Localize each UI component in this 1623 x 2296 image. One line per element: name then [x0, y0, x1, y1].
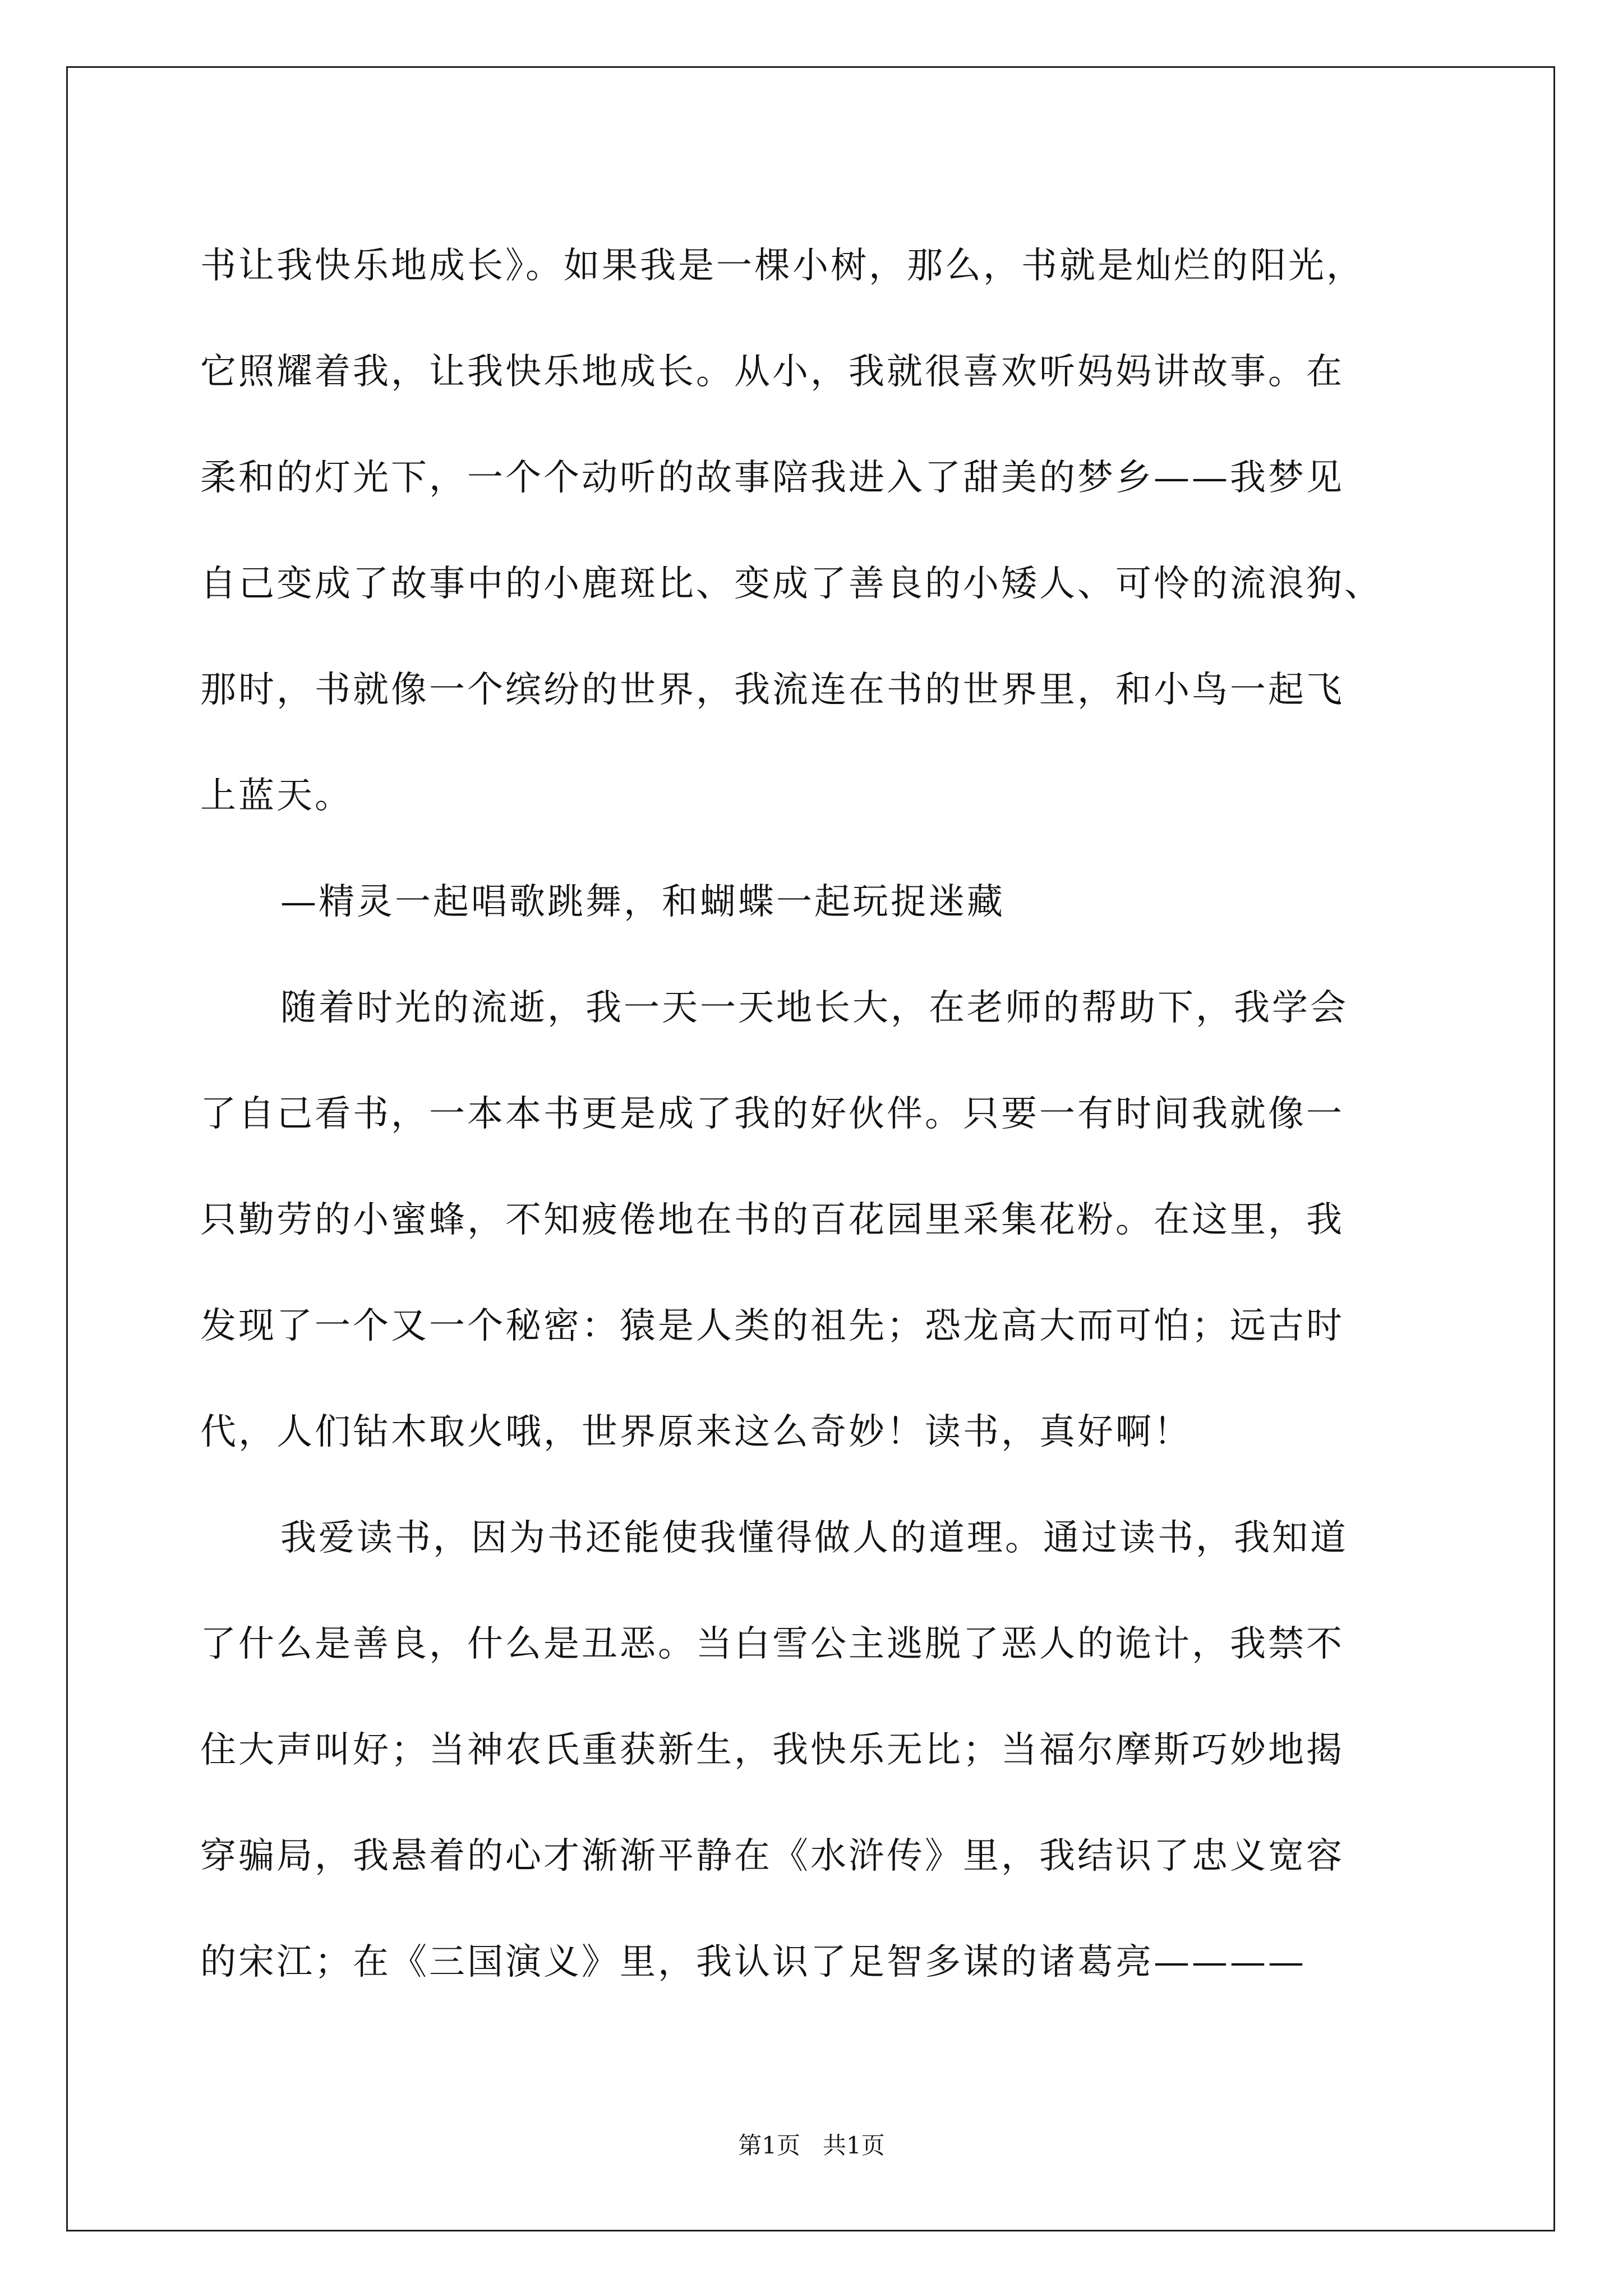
text-line-10: 只勤劳的小蜜蜂，不知疲倦地在书的百花园里采集花粉。在这里，我 [200, 1199, 1344, 1241]
text-line-9: 了自己看书，一本本书更是成了我的好伙伴。只要一有时间我就像一 [200, 1093, 1344, 1135]
text-line-8: 随着时光的流逝，我一天一天地长大，在老师的帮助下，我学会 [280, 987, 1348, 1029]
text-line-11: 发现了一个又一个秘密：猿是人类的祖先；恐龙高大而可怕；远古时 [200, 1305, 1344, 1347]
text-line-14: 了什么是善良，什么是丑恶。当白雪公主逃脱了恶人的诡计，我禁不 [200, 1623, 1344, 1665]
text-line-13: 我爱读书，因为书还能使我懂得做人的道理。通过读书，我知道 [280, 1517, 1348, 1559]
text-line-17: 的宋江；在《三国演义》里，我认识了足智多谋的诸葛亮———— [200, 1941, 1306, 1983]
text-line-2: 它照耀着我，让我快乐地成长。从小，我就很喜欢听妈妈讲故事。在 [200, 351, 1344, 393]
text-line-3: 柔和的灯光下，一个个动听的故事陪我进入了甜美的梦乡——我梦见 [200, 457, 1344, 499]
text-line-12: 代，人们钻木取火哦，世界原来这么奇妙！读书，真好啊！ [200, 1411, 1192, 1453]
text-line-5: 那时，书就像一个缤纷的世界，我流连在书的世界里，和小鸟一起飞 [200, 669, 1344, 711]
text-line-7: —精灵一起唱歌跳舞，和蝴蝶一起玩捉迷藏 [280, 881, 1005, 923]
text-line-1: 书让我快乐地成长》。如果我是一棵小树，那么，书就是灿烂的阳光， [200, 245, 1364, 287]
text-line-6: 上蓝天。 [200, 775, 353, 817]
text-line-15: 住大声叫好；当神农氏重获新生，我快乐无比；当福尔摩斯巧妙地揭 [200, 1729, 1344, 1771]
document-body [200, 213, 1456, 2016]
page-footer: 第1页 共1页 [738, 2132, 885, 2159]
text-line-16: 穿骗局，我悬着的心才渐渐平静在《水浒传》里，我结识了忠义宽容 [200, 1835, 1344, 1877]
text-line-4: 自己变成了故事中的小鹿斑比、变成了善良的小矮人、可怜的流浪狗、 [200, 563, 1382, 605]
